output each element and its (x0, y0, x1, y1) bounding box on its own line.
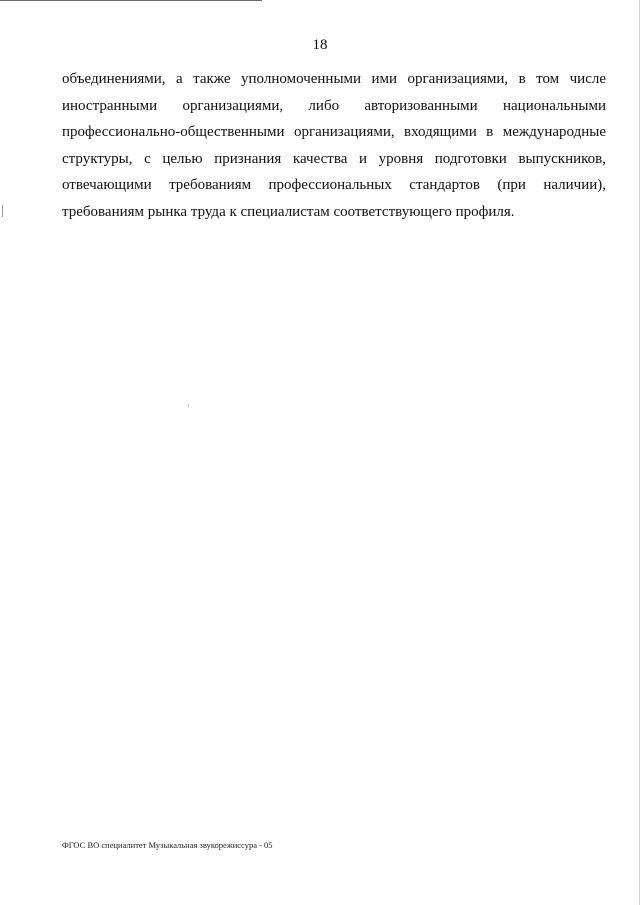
scan-speck (188, 404, 189, 407)
text-line: профессионально-общественными организациями, входящими в международные (62, 124, 606, 140)
margin-mark (2, 205, 3, 217)
page-footer: ФГОС ВО специалитет Музыкальная звукорежиссура - 05 (62, 840, 273, 850)
text-line: требованиям рынка труда к специалистам соответствующего профиля. (62, 203, 515, 220)
text-line: объединениями, а также уполномоченными ими организациями, в том числе (62, 71, 606, 87)
text-line: отвечающими требованиям профессиональных стандартов (при наличии), (62, 177, 606, 193)
top-rule (0, 0, 262, 1)
page-number: 18 (312, 37, 328, 53)
body-paragraph (62, 66, 606, 225)
text-line: иностранными организациями, либо авторизованными национальными (62, 97, 606, 114)
text-line: структуры, с целью признания качества и уровня подготовки выпускников, (62, 150, 606, 167)
